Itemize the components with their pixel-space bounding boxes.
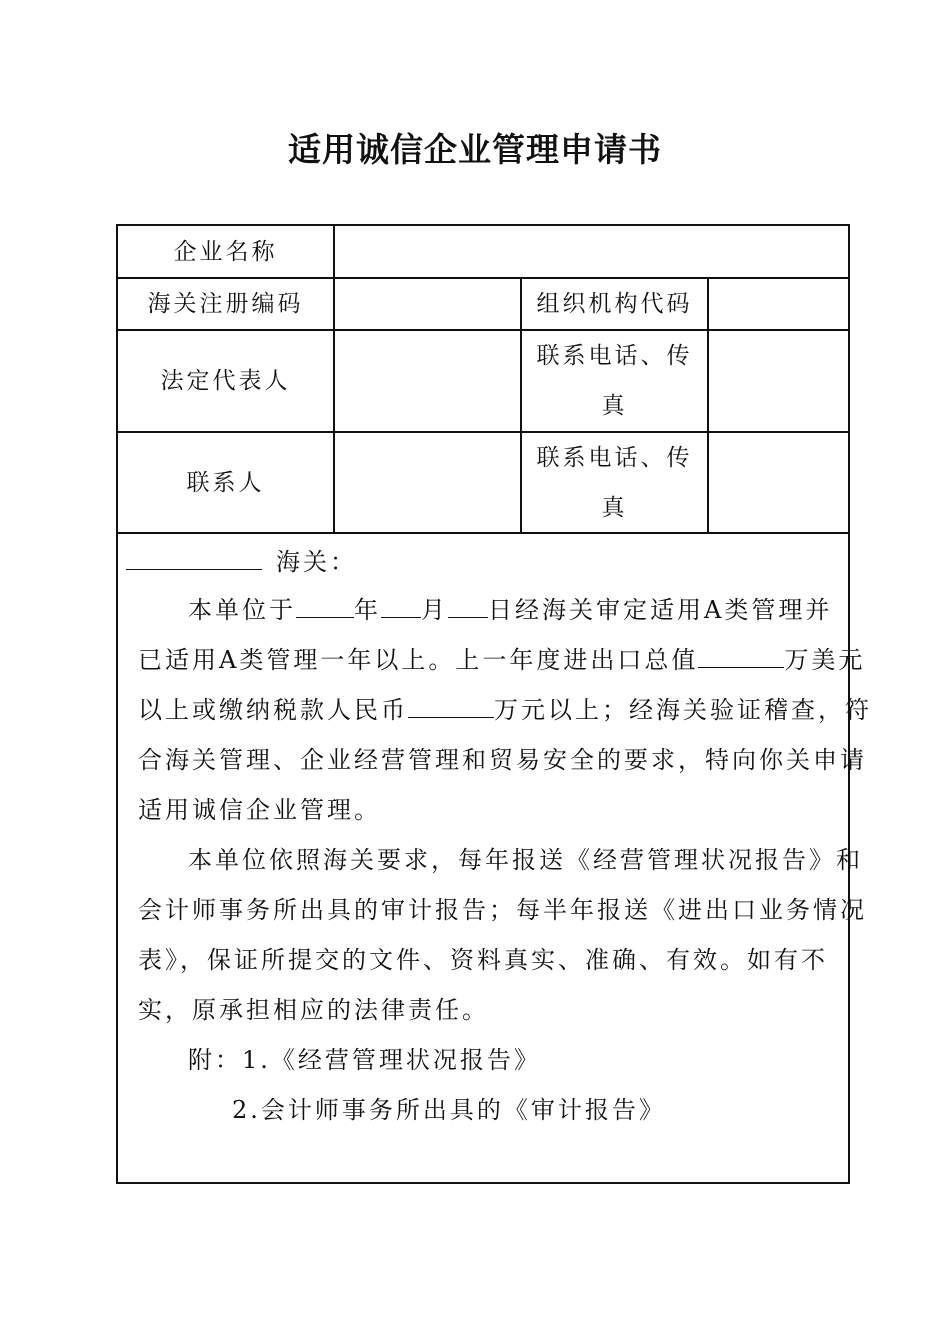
addressee-line (126, 544, 357, 580)
phone-fax-label-line2: 真 (601, 393, 628, 419)
tax-amount-blank[interactable] (408, 693, 494, 718)
text-segment: 年 (354, 596, 381, 624)
day-blank[interactable] (448, 593, 488, 618)
text-segment: 日经海关审定适用 (488, 596, 704, 624)
attachment-item-1 (188, 1042, 541, 1078)
paragraph2-line2: 会计师事务所出具的审计报告；每半年报送《进出口业务情况 (138, 896, 867, 924)
enterprise-name-label: 企业名称 (173, 238, 278, 265)
text-segment: A类管理并 (704, 596, 833, 624)
paragraph1-line5: 适用诚信企业管理。 (138, 796, 381, 824)
paragraph2-line3: 表》，保证所提交的文件、资料真实、准确、有效。如有不 (138, 946, 828, 974)
letter-body (138, 226, 872, 1182)
page-title: 适用诚信企业管理申请书 (288, 130, 662, 169)
application-form (116, 224, 872, 1184)
text-segment: 已适用 (138, 646, 219, 674)
addressee-suffix: 海关： (276, 548, 357, 576)
year-blank[interactable] (296, 593, 354, 618)
contact-phone-fax-label-line2: 真 (601, 494, 628, 521)
text-segment: 月 (421, 596, 448, 624)
month-blank[interactable] (381, 593, 421, 618)
text-segment: 万元以上；经海关验证稽查，符 (494, 696, 872, 724)
paragraph1-line2 (138, 642, 865, 678)
contact-person-label: 联系人 (186, 469, 265, 496)
legal-rep-label: 法定代表人 (160, 368, 291, 394)
phone-fax-label-line1: 联系电话、传 (536, 343, 693, 369)
contact-phone-fax-label-line1: 联系电话、传 (536, 444, 693, 471)
org-code-label: 组织机构代码 (536, 291, 693, 317)
paragraph2-line4: 实，原承担相应的法律责任。 (138, 996, 489, 1024)
attachments-prefix: 附： (188, 1046, 242, 1074)
paragraph2-line1: 本单位依照海关要求，每年报送《经营管理状况报告》和 (188, 846, 863, 874)
paragraph1-line1 (188, 592, 832, 628)
text-segment: 万美元 (784, 646, 866, 674)
paragraph1-line3 (138, 692, 872, 728)
customs-reg-code-label: 海关注册编码 (147, 291, 304, 317)
text-segment: 以上或缴纳税款人民币 (138, 696, 408, 724)
customs-office-blank[interactable] (126, 545, 262, 570)
total-value-blank[interactable] (698, 643, 784, 668)
text-segment: 本单位于 (188, 596, 296, 624)
text-segment: A类管理一年以上。上一年度进出口总值 (219, 646, 699, 674)
paragraph1-line4: 合海关管理、企业经营管理和贸易安全的要求，特向你关申请 (138, 746, 867, 774)
attachment-item-1-text: 1.《经营管理状况报告》 (242, 1046, 541, 1074)
attachment-item-2: 2.会计师事务所出具的《审计报告》 (232, 1096, 666, 1124)
